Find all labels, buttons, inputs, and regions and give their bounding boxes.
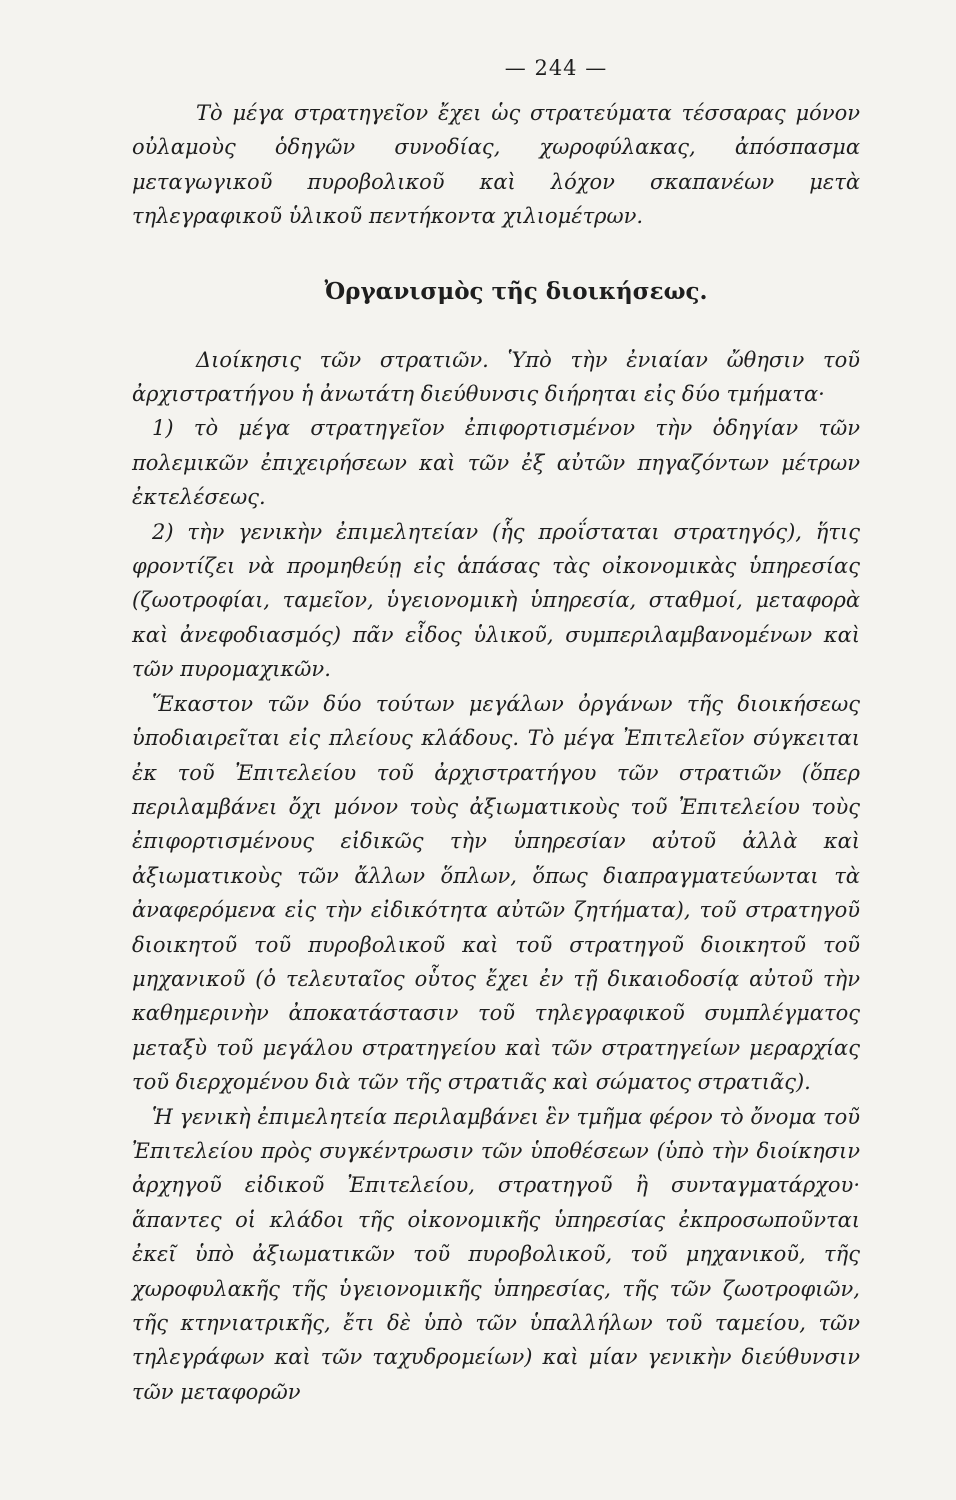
list-item-2: 2) τὴν γενικὴν ἐπιμελητείαν (ἧς προΐσταται στρατηγός), ἥτις φροντίζει νὰ προμηθεύῃ εἰς ἁπάσας τὰς οἰκονομικὰς ὑπηρεσίας (ζωοτροφίαι, ταμεῖον, ὑγειονομικὴ ὑπηρεσία, σταθμοί, μεταφορὰ καὶ ἀνεφοδιασμός) πᾶν εἶδος ὑλικοῦ, συμπεριλαμβανομένων καὶ τῶν πυρομαχικῶν. [132,519,860,682]
intro-paragraph: Τὸ μέγα στρατηγεῖον ἔχει ὡς στρατεύματα τέσσαρας μόνον οὐλαμοὺς ὁδηγῶν συνοδίας, χωροφύλακας, ἀπόσπασμα μεταγωγικοῦ πυροβολικοῦ καὶ λόχον σκαπανέων μετὰ τηλεγραφικοῦ ὑλικοῦ πεντήκοντα χιλιομέτρων. [132,101,860,229]
administration-text: Ὑπὸ τὴν ἐνιαίαν ὤθησιν τοῦ ἀρχιστρατήγου ἡ ἀνωτάτη διεύθυνσις διήρηται εἰς δύο τμήματα· [132,347,860,407]
general-intendance-paragraph: Ἡ γενικὴ ἐπιμελητεία περιλαμβάνει ἓν τμῆμα φέρον τὸ ὄνομα τοῦ Ἐπιτελείου πρὸς συγκέντρωσιν τῶν ὑποθέσεων (ὑπὸ τὴν διοίκησιν ἀρχηγοῦ εἰδικοῦ Ἐπιτελείου, στρατηγοῦ ἢ συνταγματάρχου· ἅπαντες οἱ κλάδοι τῆς οἰκονομικῆς ὑπηρεσίας ἐκπροσωποῦνται ἐκεῖ ὑπὸ ἀξιωματικῶν τοῦ πυροβολικοῦ, τοῦ μηχανικοῦ, τῆς χωροφυλακῆς τῆς ὑγειονομικῆς ὑπηρεσίας, τῆς τῶν ζωοτροφιῶν, τῆς κτηνιατρικῆς, ἔτι δὲ ὑπὸ τῶν ὑπαλλήλων τοῦ ταμείου, τῶν τηλεγράφων καὶ τῶν ταχυδρομείων) καὶ μίαν γενικὴν διεύθυνσιν τῶν μεταφορῶν [132,1104,860,1404]
page-number: — 244 — [504,56,608,80]
administration-paragraph [132,343,860,412]
organs-paragraph: Ἕκαστον τῶν δύο τούτων μεγάλων ὀργάνων τῆς διοικήσεως ὑποδιαιρεῖται εἰς πλείους κλάδους. Τὸ μέγα Ἐπιτελεῖον σύγκειται ἐκ τοῦ Ἐπιτελείου τοῦ ἀρχιστρατήγου τῶν στρατιῶν (ὅπερ περιλαμβάνει ὄχι μόνον τοὺς ἀξιωματικοὺς τοῦ Ἐπιτελείου τοὺς ἐπιφορτισμένους εἰδικῶς τὴν ὑπηρεσίαν αὐτοῦ ἀλλὰ καὶ ἀξιωματικοὺς τῶν ἄλλων ὅπλων, ὅπως διαπραγματεύωνται τὰ ἀναφερόμενα εἰς τὴν εἰδικότητα αὐτῶν ζητήματα), τοῦ στρατηγοῦ διοικητοῦ τοῦ πυροβολικοῦ καὶ τοῦ στρατηγοῦ διοικητοῦ τοῦ μηχανικοῦ (ὁ τελευταῖος οὗτος ἔχει ἐν τῇ δικαιοδοσίᾳ αὐτοῦ τὴν καθημερινὴν ἀποκατάστασιν τοῦ τηλεγραφικοῦ συμπλέγματος μεταξὺ τοῦ μεγάλου στρατηγείου καὶ τῶν στρατηγείων μεραρχίας τοῦ διερχομένου διὰ τῶν τῆς στρατιᾶς καὶ σώματος στρατιᾶς). [132,691,860,1095]
administration-lead: Διοίκησις τῶν στρατιῶν. [196,347,489,372]
section-title: Ὀργανισμὸς τῆς διοικήσεως. [324,277,708,305]
list-item-1: 1) τὸ μέγα στρατηγεῖον ἐπιφορτισμένον τὴν ὁδηγίαν τῶν πολεμικῶν ἐπιχειρήσεων καὶ τῶν ἐξ αὐτῶν πηγαζόντων μέτρων ἐκτελέσεως. [132,416,860,510]
